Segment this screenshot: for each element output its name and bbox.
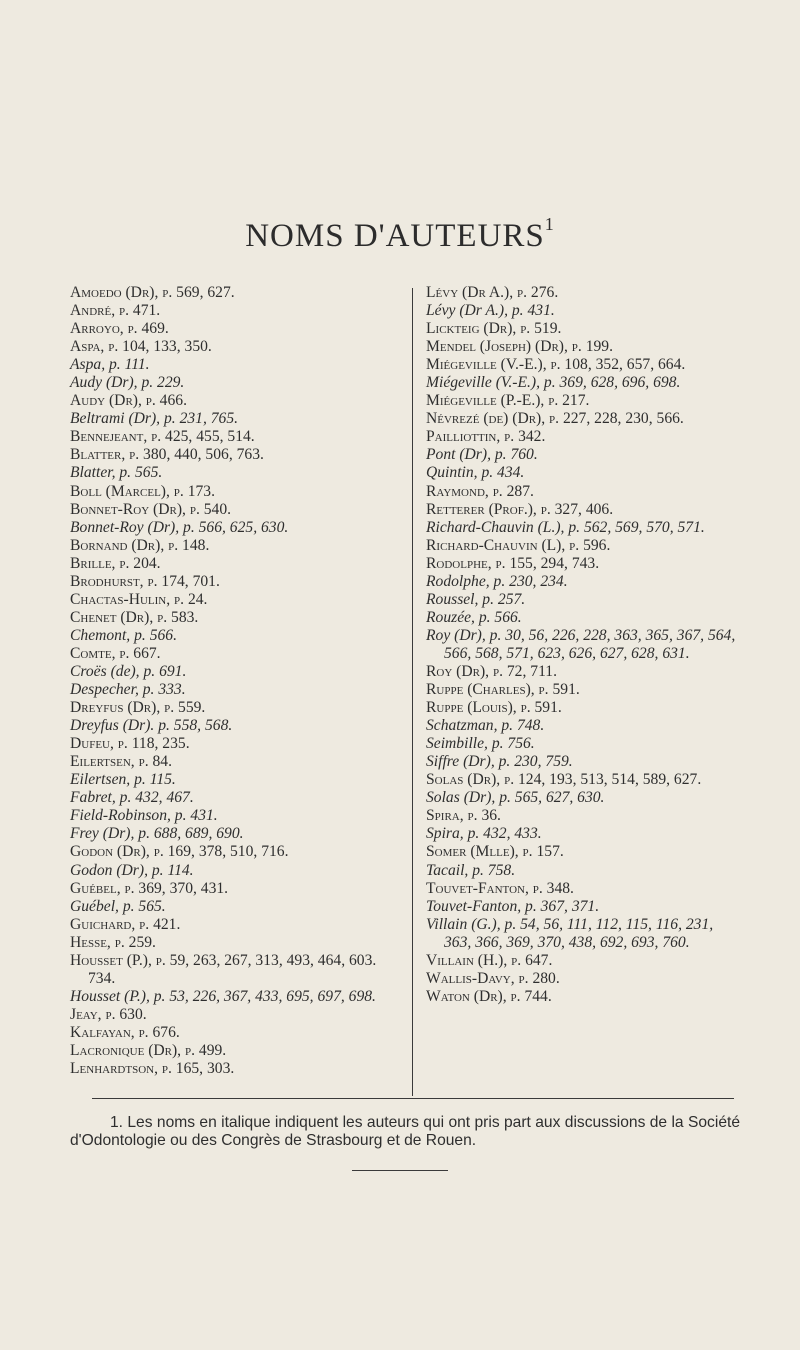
author-entry: Beltrami (Dr), p. 231, 765. [70,410,239,428]
author-entry: Siffre (Dr), p. 230, 759. [426,753,573,771]
author-entry: Godon (Dr), p. 114. [70,861,194,879]
author-entry: André, p. 471. [70,302,161,320]
author-entry: Lévy (Dr A.), p. 276. [426,284,559,301]
author-entry: Wallis-Davy, p. 280. [426,969,560,987]
author-entry: Solas (Dr), p. 565, 627, 630. [426,789,605,807]
author-entry: Dreyfus (Dr), p. 559. [70,699,206,717]
author-entry: Lacronique (Dr), p. 499. [70,1041,227,1059]
author-entry: Hesse, p. 259. [70,933,156,951]
author-entry: Blatter, p. 565. [70,464,163,482]
author-entry: Seimbille, p. 756. [426,735,535,753]
author-entry: Chemont, p. 566. [70,626,177,644]
author-entry: Arroyo, p. 469. [70,320,169,338]
author-entry: Rodolphe, p. 155, 294, 743. [426,554,600,572]
author-entry: Boll (Marcel), p. 173. [70,482,215,500]
author-entry: Quintin, p. 434. [426,464,525,482]
author-entry: Brille, p. 204. [70,554,161,572]
author-entry: Amoedo (Dr), p. 569, 627. [70,284,235,301]
left-author-column [70,284,400,1078]
author-entry: Miégeville (P.-E.), p. 217. [426,392,590,410]
author-entry: Ruppe (Charles), p. 591. [426,681,580,699]
author-entry: Housset (P.), p. 53, 226, 367, 433, 695, 697, 698. [70,987,376,1005]
author-entry: Kalfayan, p. 676. [70,1023,180,1041]
author-entry: Rouzée, p. 566. [426,608,522,626]
author-entry: Bornand (Dr), p. 148. [70,536,210,554]
author-entry: Lenhardtson, p. 165, 303. [70,1060,235,1078]
author-entry: Miégeville (V.-E.), p. 108, 352, 657, 664. [426,356,686,374]
author-entry: Guébel, p. 369, 370, 431. [70,879,229,897]
author-entry: Audy (Dr), p. 229. [70,374,185,392]
author-entry: Chenet (Dr), p. 583. [70,608,199,626]
author-entry: Guichard, p. 421. [70,915,181,933]
author-entry: Godon (Dr), p. 169, 378, 510, 716. [70,843,289,861]
author-entry: Retterer (Prof.), p. 327, 406. [426,500,614,518]
author-entry: Raymond, p. 287. [426,482,534,500]
author-entry: Bonnet-Roy (Dr), p. 540. [70,500,232,518]
author-entry: Bennejeant, p. 425, 455, 514. [70,428,255,446]
author-entry: Miégeville (V.-E.), p. 369, 628, 696, 698. [426,374,681,392]
author-entry: Chactas-Hulin, p. 24. [70,590,208,608]
author-entry: Fabret, p. 432, 467. [70,789,194,807]
author-entry: Pailliottin, p. 342. [426,428,546,446]
author-entry: Solas (Dr), p. 124, 193, 513, 514, 589, 627. [426,771,702,789]
author-entry: Eilertsen, p. 115. [70,771,176,789]
author-entry: Waton (Dr), p. 744. [426,987,552,1005]
title-text: NOMS D'AUTEURS [245,218,545,254]
author-entry: Richard-Chauvin (L), p. 596. [426,536,611,554]
author-entry: Roussel, p. 257. [426,590,526,608]
author-entry: Spira, p. 36. [426,807,501,825]
author-entry: Spira, p. 432, 433. [426,825,542,843]
author-entry: Schatzman, p. 748. [426,717,545,735]
author-entry: Despecher, p. 333. [70,681,186,699]
column-divider [412,288,413,1096]
author-entry: Dreyfus (Dr). p. 558, 568. [70,717,233,735]
author-entry: Lickteig (Dr), p. 519. [426,320,562,338]
footnote: 1. Les noms en italique indiquent les auteurs qui ont pris part aux discussions de la Société d'Odontologie ou des Congrès de Strasbourg et de Rouen. [70,1114,740,1149]
author-entry: Brodhurst, p. 174, 701. [70,572,220,590]
author-entry: Lévy (Dr A.), p. 431. [426,302,555,320]
author-entry: Pont (Dr), p. 760. [426,446,538,464]
author-entry: Touvet-Fanton, p. 367, 371. [426,897,600,915]
author-entry: Dufeu, p. 118, 235. [70,735,190,753]
author-entry: Villain (G.), p. 54, 56, 111, 112, 115, 116, 231, 363, 366, 369, 370, 438, 692, 693, 760. [426,915,714,951]
end-rule [352,1170,448,1171]
author-entry: Somer (Mlle), p. 157. [426,843,564,861]
author-entry: Comte, p. 667. [70,644,161,662]
footnote-rule [92,1098,734,1099]
author-entry: Frey (Dr), p. 688, 689, 690. [70,825,244,843]
right-author-column [426,284,742,1006]
author-entry: Aspa, p. 111. [70,356,150,374]
author-entry: Field-Robinson, p. 431. [70,807,218,825]
author-entry: Névrezé (de) (Dr), p. 227, 228, 230, 566. [426,410,684,428]
author-entry: Audy (Dr), p. 466. [70,392,187,410]
author-entry: Eilertsen, p. 84. [70,753,173,771]
author-entry: Aspa, p. 104, 133, 350. [70,338,212,356]
author-entry: Roy (Dr), p. 72, 711. [426,662,557,680]
author-entry: Guébel, p. 565. [70,897,166,915]
author-entry: Roy (Dr), p. 30, 56, 226, 228, 363, 365, 367, 564, 566, 568, 571, 623, 626, 627, 628, 631. [426,626,736,662]
author-entry: Bonnet-Roy (Dr), p. 566, 625, 630. [70,518,289,536]
author-entry: Blatter, p. 380, 440, 506, 763. [70,446,264,464]
author-entry: Housset (P.), p. 59, 263, 267, 313, 493, 464, 603. 734. [70,951,377,987]
author-entry: Mendel (Joseph) (Dr), p. 199. [426,338,613,356]
author-entry: Richard-Chauvin (L.), p. 562, 569, 570, 571. [426,518,705,536]
page-title [0,214,800,255]
author-entry: Jeay, p. 630. [70,1005,147,1023]
author-entry: Villain (H.), p. 647. [426,951,553,969]
author-entry: Ruppe (Louis), p. 591. [426,699,562,717]
author-entry: Croës (de), p. 691. [70,662,187,680]
author-entry: Touvet-Fanton, p. 348. [426,879,574,897]
author-entry: Tacail, p. 758. [426,861,516,879]
title-footnote-marker: 1 [544,214,555,234]
author-entry: Rodolphe, p. 230, 234. [426,572,568,590]
